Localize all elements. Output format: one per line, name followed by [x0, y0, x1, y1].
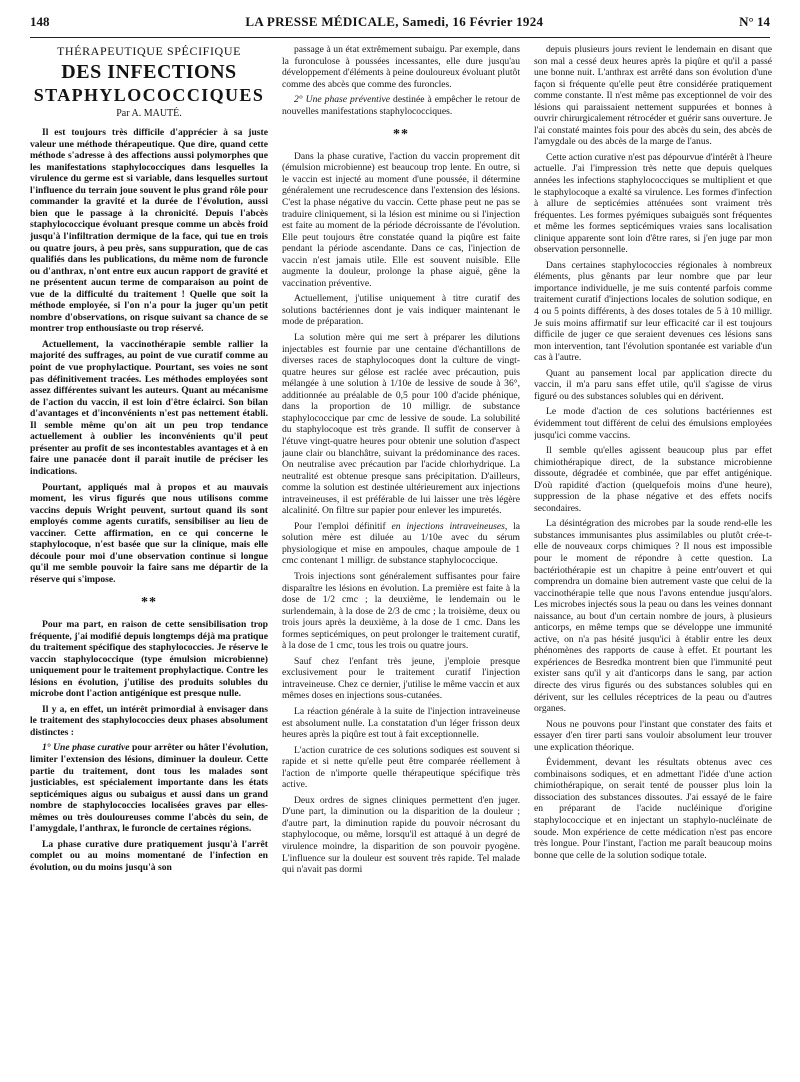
column-1-body	[30, 127, 268, 873]
intravenous-emphasis: en injections intraveineuses	[391, 520, 505, 532]
article-title-block	[30, 46, 268, 119]
issue-number: N° 14	[739, 14, 770, 29]
paragraph-text: destinée à empêcher le retour de nouvelles manifestations staphylococciques.	[282, 94, 520, 117]
article-columns	[30, 44, 772, 1074]
section-separator: **	[393, 127, 409, 143]
paragraph: depuis plusieurs jours revient le lendemain en disant que son mal a cessé deux heures après la piqûre et qu'il a passé une bonne nuit. L'anthrax est arrêté dans son évolution d'une façon si fréquente qu'elle peut être considérée pratiquement comme constante. Il n'est même pas exceptionnel de voir des lésions qui paraissaient nettement suppurées et bonnes à ouvrir chirurgicalement rétrocéder et guérir sans ouverture. Je l'ai constaté maintes fois pour des abcès du sein, des abcès de l'amygdale ou des abcès de la marge de l'anus.	[534, 44, 772, 148]
article-byline: Par A. MAUTÉ.	[116, 107, 182, 119]
paragraph: Il est toujours très difficile d'apprécier à sa juste valeur une méthode thérapeutique. Que dire, quand cette méthode s'adresse à des affections aussi polymorphes que les manifestations staphylococciques dans lesquelles la virulence du germe est si variable, dans lesquelles surtout l'influence du terrain joue souvent le plus grand rôle pour commander la gravité et la durée de l'évolution, aussi bien que le passage à la chronicité. Depuis l'abcès staphylococcique évoluant presque comme un abcès froid jusqu'à l'infiltration dermique de la face, qui tue en trois ou quatre jours, à peu près, sans suppuration, que de cas qualifiés dans les publications, du même nom de furoncle ou d'anthrax, n'ont entre eux aucun rapport de gravité et ne présentent aucun terme de comparaison au point de vue de la difficulté du traitement ! Quelle que soit la méthode employée, si l'on n'a pour la juger qu'un petit nombre d'observations, on risque suivant sa chance de se montrer trop enthousiaste ou trop réservé.	[30, 127, 268, 335]
article-title-line1: DES INFECTIONS	[61, 60, 237, 83]
paragraph: Quant au pansement local par application directe du vaccin, il m'a paru sans effet utile, qu'il s'agisse de virus figuré ou des substances solubles qui en dérivent.	[534, 367, 772, 402]
paragraph: Deux ordres de signes cliniques permettent d'en juger. D'une part, la diminution ou la disparition de la douleur ; d'autre part, la diminution rapide du pouvoir nécrosant du staphylocoque, ou même, lorsqu'il est attaqué à un degré de virulence moindre, la disparition de son pouvoir pyogène. L'influence sur la douleur est souvent très rapide. Tel malade qui n'avait pas dormi	[282, 794, 520, 876]
paragraph: Cette action curative n'est pas dépourvue d'intérêt à l'heure actuelle. J'ai l'impression très nette que depuis quelques années les infections staphylococciques se multiplient et que le staphylocoque a exalté sa virulence. Les formes d'infection à allure de septicémies atténuées sont vraiment très fréquentes. Les formes pyémiques subaiguës sont fréquentes et même les formes septicémiques vraies sans localisation clinique apparente sont loin d'être rares, si j'en juge par mon observation personnelle.	[534, 151, 772, 256]
paragraph: La phase curative dure pratiquement jusqu'à l'arrêt complet ou au moins momentané de l'infection en évolution, ou du moins jusqu'à son	[30, 838, 268, 873]
paragraph	[282, 521, 520, 567]
paragraph: Dans certaines staphylococcies régionales à nombreux éléments, plus gênants par leur nombre que par leur importance individuelle, je me suis contenté parfois comme traitement curatif d'injections locales de solution sodique, en 4 ou 5 points différents, à des doses totales de 5 à 10 milligr. Je suis moins affirmatif sur leur efficacité car il est toujours difficile de juger ce que seraient devenues ces lésions sans mon intervention, tant l'évolution spontanée est variable d'un cas à l'autre.	[534, 259, 772, 364]
paragraph: La réaction générale à la suite de l'injection intraveineuse est absolument nulle. La constatation d'un léger frisson deux heures après la piqûre est tout à fait exceptionnelle.	[282, 705, 520, 741]
paragraph: Pourtant, appliqués mal à propos et au mauvais moment, les virus figurés que nous utilisons comme vaccins depuis Wright peuvent, surtout quand ils sont employés comme agents curatifs, sensibiliser au lieu de vacciner. Cette affirmation, en ce qui concerne le staphylocoque, n'est basée que sur la clinique, mais elle découle pour moi d'une observation continue si longue qu'il me semble pouvoir la faire sans me départir de la réserve qui s'impose.	[30, 481, 268, 585]
paragraph: Pour ma part, en raison de cette sensibilisation trop fréquente, j'ai modifié depuis longtemps déjà ma pratique du traitement spécifique des staphylococcies. Je réserve le vaccin staphylococcique (type émulsion microbienne) uniquement pour le traitement prophylactique. Contre les lésions en évolution, j'utilise des produits solubles du microbe dont l'action antigénique est presque nulle.	[30, 618, 268, 700]
paragraph	[30, 742, 268, 834]
header-rule	[30, 37, 770, 38]
paragraph: Actuellement, j'utilise uniquement à titre curatif des solutions bactériennes dont je vais indiquer maintenant le mode de préparation.	[282, 293, 520, 328]
paragraph: L'action curatrice de ces solutions sodiques est souvent si rapide et si nette qu'elle peut être comparée réellement à l'action de n'importe quelle thérapeutique spécifique très active.	[282, 744, 520, 791]
paragraph: La désintégration des microbes par la soude rend-elle les substances immunisantes plus assimilables ou plutôt crée-t-elle de nouveaux corps chimiques ? Il nous est impossible pour le moment de répondre à cette question. La bactériothérapie est un chapitre à peine entr'ouvert et qui comprendra un domaine bien autrement vaste que celui de la vaccinothérapie telle que nous l'avons entendue jusqu'alors. Les microbes injectés sous la peau ou dans les veines donnant naissance, au bout d'un certain nombre de jours, à plusieurs anticorps, en même temps que se développe une immunité active, on n'a pas hésité jusqu'ici à établir entre les deux phénomènes des rapports de cause à effet. Et pourtant les expériences de Besredka montrent bien que l'immunité peut exister sans qu'il y ait d'anticorps dans le sang, par action directe des virus figurés ou des substances solubles qui en dérivent, sur les cellules réceptrices de la peau ou d'autres organes.	[534, 518, 772, 715]
paragraph: Il semble qu'elles agissent beaucoup plus par effet chimiothérapique direct, de la substance microbienne dissoute, dégradée et combinée, que par effet antigénique. D'où rapidité d'action (quelquefois moins d'une heure), suppression de la phase négative et des effets nocifs secondaires.	[534, 445, 772, 514]
page-number: 148	[30, 14, 50, 29]
paragraph: Le mode d'action de ces solutions bactériennes est évidemment tout différent de celui des émulsions employées jusqu'ici comme vaccins.	[534, 406, 772, 441]
paragraph: Nous ne pouvons pour l'instant que constater des faits et essayer d'en tirer parti sans vouloir absolument leur trouver une explication théorique.	[534, 718, 772, 753]
column-3	[534, 44, 772, 1074]
running-header	[30, 14, 770, 36]
paragraph: Dans la phase curative, l'action du vaccin proprement dit (émulsion microbienne) est beaucoup trop lente. En outre, si le vaccin est injecté au moment d'une poussée, il détermine généralement une recrudescence dans l'extension des lésions. C'est la phase négative du vaccin. Cette phase peut ne pas se traduire cliniquement, si la lésion est minime ou si l'injection est faite au moment de la période décroissante de l'évolution. Elle peut toujours être constatée quand la piqûre est faite pendant la période ascendante. Dans ce cas, l'injection de vaccin n'est jamais utile. Elle est souvent nuisible. Elle augmente la douleur, prolonge la phase aiguë, gêne la vaccination préventive.	[282, 150, 520, 289]
section-separator: **	[141, 595, 157, 611]
paragraph-text: , la solution mère est diluée au 1/10e avec du sérum physiologique et mise en ampoules, chaque ampoule de 1 cmc contenant 1 milligr. de substance staphylococcique.	[282, 520, 520, 567]
paragraph: Actuellement, la vaccinothérapie semble rallier la majorité des suffrages, au point de vue curatif comme au point de vue prophylactique. Pourtant, ses voies ne sont pas définitivement tracées. Les méthodes employées sont assez différentes suivant les auteurs. Quant au mécanisme de l'action du vaccin, il est loin d'être éclairci. Son bilan d'avantages et d'inconvénients n'est pas nettement établi. Il semble même qu'on ait un peu trop tendance actuellement à oublier les inconvénients qu'il peut présenter au profit de ses incontestables avantages et à en faire une panacée dont il paraît inutile de préciser les indications.	[30, 338, 268, 477]
journal-title-date: LA PRESSE MÉDICALE, Samedi, 16 Février 1924	[245, 14, 544, 29]
paragraph: passage à un état extrêmement subaigu. Par exemple, dans la furonculose à poussées incessantes, elle dure jusqu'au développement d'éléments à peine douloureux évoluant plutôt comme des abcès que comme des furoncles.	[282, 44, 520, 90]
paragraph-text: Pour l'emploi définitif	[294, 520, 392, 532]
phase-curative-lead: 1° Une phase curative	[42, 742, 130, 754]
article-title-line2: STAPHYLOCOCCIQUES	[33, 84, 265, 105]
paragraph	[282, 94, 520, 117]
column-2	[282, 44, 520, 1074]
paragraph: La solution mère qui me sert à préparer les dilutions injectables est fournie par une centaine d'échantillons de diverses races de staphylocoques dont la culture de vingt-quatre heures sur gélose est raclée avec précaution, puis mélangée à une solution à 1/10e de lessive de soude à 36°, additionnée au préalable de 0,5 pour 100 d'acide phénique, dans la proportion de 10 milligr. de substance staphylococcique par cmc de lessive de soude. La solubilité du staphylocoque est très grande. Il suffit de conserver à l'étuve vingt-quatre heures pour obtenir une solution d'aspect jaune clair ou blanchâtre, suivant la prédominance des races. On neutralise avec précaution par l'acide chlorhydrique. La neutralité est obtenue presque sans précipitation. D'ailleurs, comme la solution est destinée ultérieurement aux injections intraveineuses, il est préférable de lui laisser une très légère alcalinité. On filtre sur papier pour enlever les impuretés.	[282, 332, 520, 517]
paragraph: Trois injections sont généralement suffisantes pour faire disparaître les lésions en évolution. La première est faite à la dose de 1/2 cmc ; la deuxième, le lendemain ou le surlendemain, à la dose de 2/3 de cmc ; la troisième, deux ou trois jours après la deuxième, à la dose de 1 cmc. Dans les formes septicémiques, on peut prolonger le traitement curatif, à la dose de 1 cmc, tous les trois ou quatre jours.	[282, 570, 520, 652]
phase-preventive-lead: 2° Une phase préventive	[294, 94, 391, 106]
paragraph: Évidemment, devant les résultats obtenus avec ces combinaisons sodiques, et en admettant l'idée d'une action chimiothérapique, on serait tenté de pousser plus loin la dissociation des substances dissoutes. J'ai essayé de le faire en préparant de l'acide nucléinique d'origine staphylococcique et en injectant un staphylo-nucléinate de soude. Mon expérience de cette médication n'est pas encore très longue. Pour l'instant, l'action me paraît beaucoup moins bonne que celle de la solution sodique totale.	[534, 757, 772, 861]
article-kicker: THÉRAPEUTIQUE SPÉCIFIQUE	[56, 44, 242, 58]
paragraph-text: pour arrêter ou hâter l'évolution, limiter l'extension des lésions, diminuer la douleur. Cette partie du traitement, dont tous les malades sont justiciables, est spécialement importante dans les états septicémiques aigus ou subaigus et aussi dans un grand nombre de staphylococcies localisées graves par elles-mêmes ou très douloureuses comme l'abcès du sein, de l'amygdale, l'anthrax, le furoncle de certaines régions.	[30, 742, 268, 835]
column-1	[30, 44, 268, 1074]
paragraph: Sauf chez l'enfant très jeune, j'emploie presque exclusivement pour le traitement curatif l'injection intraveineuse. Chez ce dernier, j'utilise le même vaccin et aux mêmes doses en injections sous-cutanées.	[282, 655, 520, 702]
paragraph: Il y a, en effet, un intérêt primordial à envisager dans le traitement des staphylococcies deux phases absolument distinctes :	[30, 703, 268, 738]
